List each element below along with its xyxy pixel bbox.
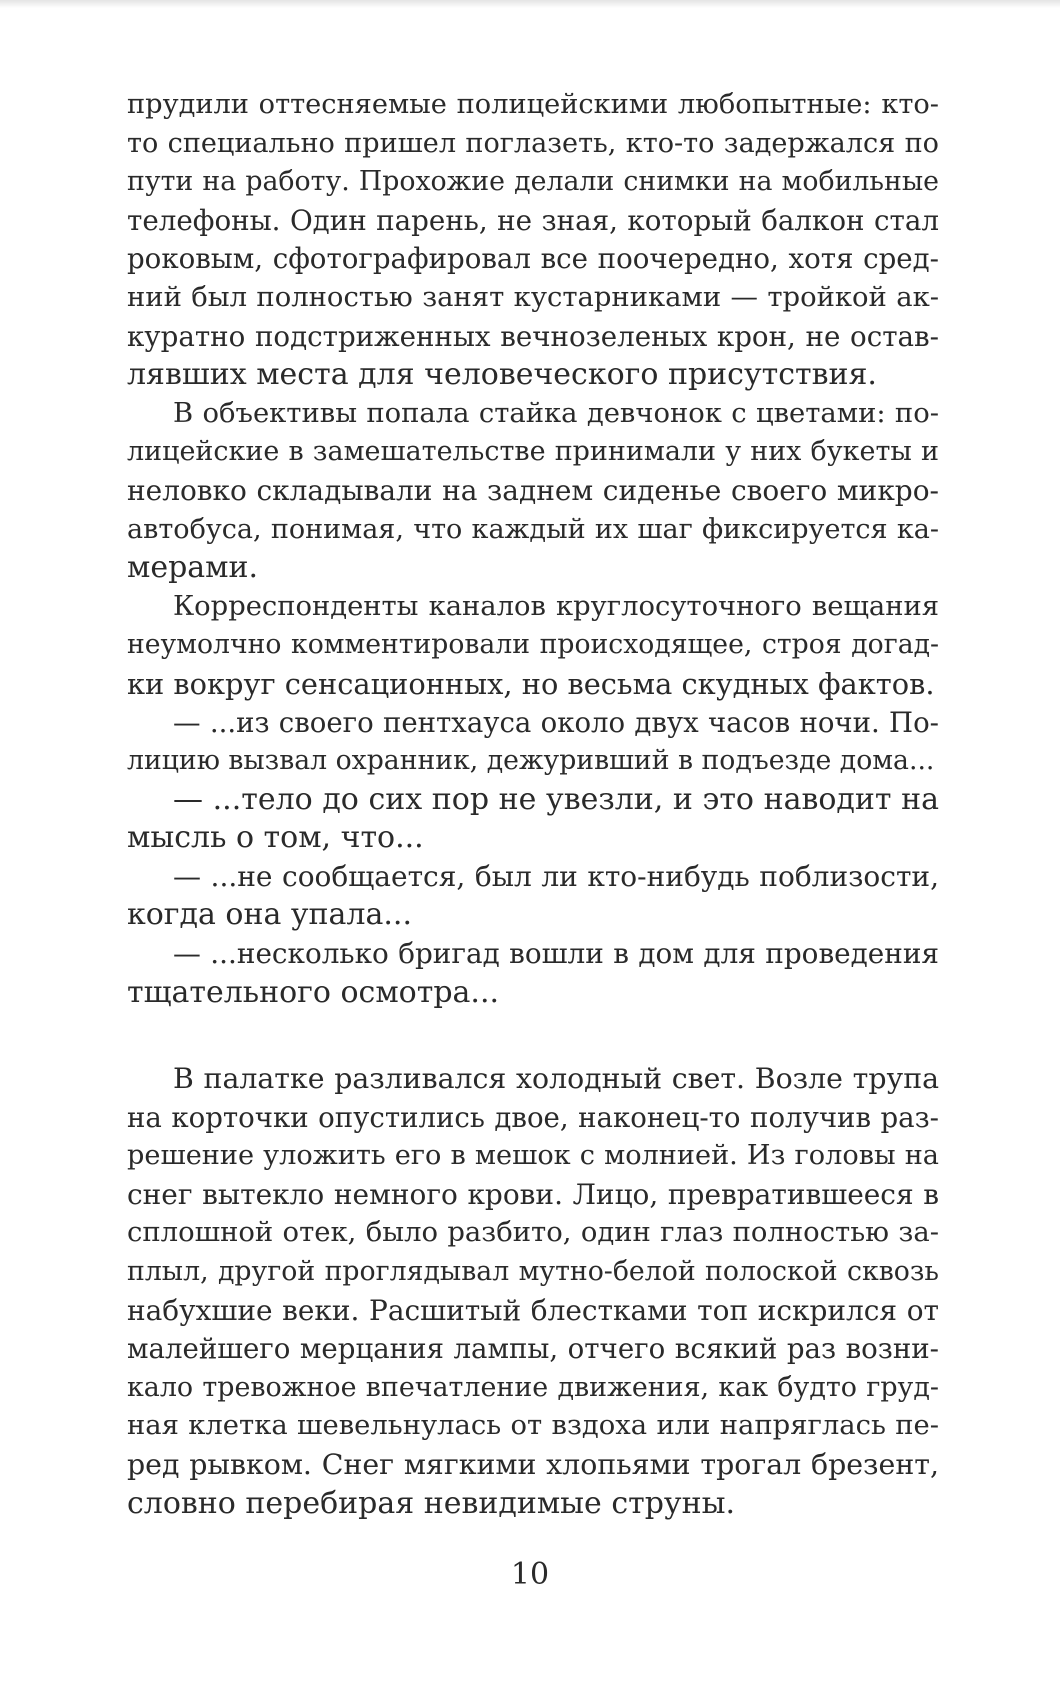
dialogue-line: — ...из своего пентхауса около двух часов ночи. По-: [173, 705, 939, 739]
text-line: мысль о том, что...: [127, 820, 424, 856]
text-line: малейшего мерцания лампы, отчего всякий раз возни-: [127, 1332, 939, 1366]
text-line: набухшие веки. Расшитый блестками топ искрился от: [127, 1293, 939, 1327]
text-line: мерами.: [127, 550, 259, 586]
text-line: то специально пришел поглазеть, кто-то задержался по: [127, 127, 939, 159]
text-line: пути на работу. Прохожие делали снимки на мобильные: [127, 166, 939, 198]
text-line: снег вытекло немного крови. Лицо, превратившееся в: [127, 1177, 939, 1211]
text-line: когда она упала...: [127, 897, 412, 933]
text-line: ная клетка шевельнулась от вздоха или напряглась пе-: [127, 1410, 939, 1442]
text-line: тщательного осмотра...: [127, 974, 500, 1010]
text-line: ний был полностью занят кустарниками — тройкой ак-: [127, 281, 939, 313]
scan-edge-shadow: [0, 0, 1060, 8]
text-line: плыл, другой проглядывал мутно-белой полоской сквозь: [127, 1255, 939, 1287]
text-line: решение уложить его в мешок с молнией. Из головы на: [127, 1140, 939, 1172]
text-line: роковым, сфотографировал все поочередно, хотя сред-: [127, 242, 939, 276]
dialogue-line: — ...не сообщается, был ли кто-нибудь поблизости,: [173, 859, 939, 893]
text-line: словно перебирая невидимые струны.: [127, 1485, 735, 1521]
page-number: 10: [510, 1557, 550, 1592]
text-section-1: [127, 86, 939, 1012]
text-line: Корреспонденты каналов круглосуточного вещания: [173, 590, 939, 622]
text-line: В палатке разливался холодный свет. Возле трупа: [173, 1062, 939, 1095]
text-line: кало тревожное впечатление движения, как будто груд-: [127, 1371, 939, 1403]
text-section-2: [127, 1060, 939, 1523]
text-line: сплошной отек, было разбито, один глаз полностью за-: [127, 1217, 939, 1249]
text-line: куратно подстриженных вечнозеленых крон, не остав-: [127, 319, 939, 353]
dialogue-line: — ...несколько бригад вошли в дом для проведения: [173, 937, 939, 971]
text-line: неловко складывали на заднем сиденье своего микро-: [127, 473, 939, 507]
text-line: неумолчно комментировали происходящее, строя догад-: [127, 629, 939, 661]
text-line: прудили оттесняемые полицейскими любопытные: кто-: [127, 89, 939, 120]
text-line: лицейские в замешательстве принимали у них букеты и: [127, 436, 939, 468]
text-line: лявших места для человеческого присутствия.: [127, 357, 877, 393]
text-line: лицию вызвал охранник, дежуривший в подъезде дома...: [127, 745, 935, 777]
text-line: на корточки опустились двое, наконец-то получив раз-: [127, 1100, 939, 1134]
text-line: В объективы попала стайка девчонок с цветами: по-: [173, 397, 939, 429]
text-line: телефоны. Один парень, не зная, который балкон стал: [127, 203, 939, 237]
text-line: ки вокруг сенсационных, но весьма скудных фактов.: [127, 666, 935, 701]
dialogue-line: — ...тело до сих пор не увезли, и это наводит на: [173, 781, 939, 817]
text-line: ред рывком. Снег мягкими хлопьями трогал брезент,: [127, 1447, 939, 1481]
text-line: автобуса, понимая, что каждый их шаг фиксируется ка-: [127, 513, 939, 545]
